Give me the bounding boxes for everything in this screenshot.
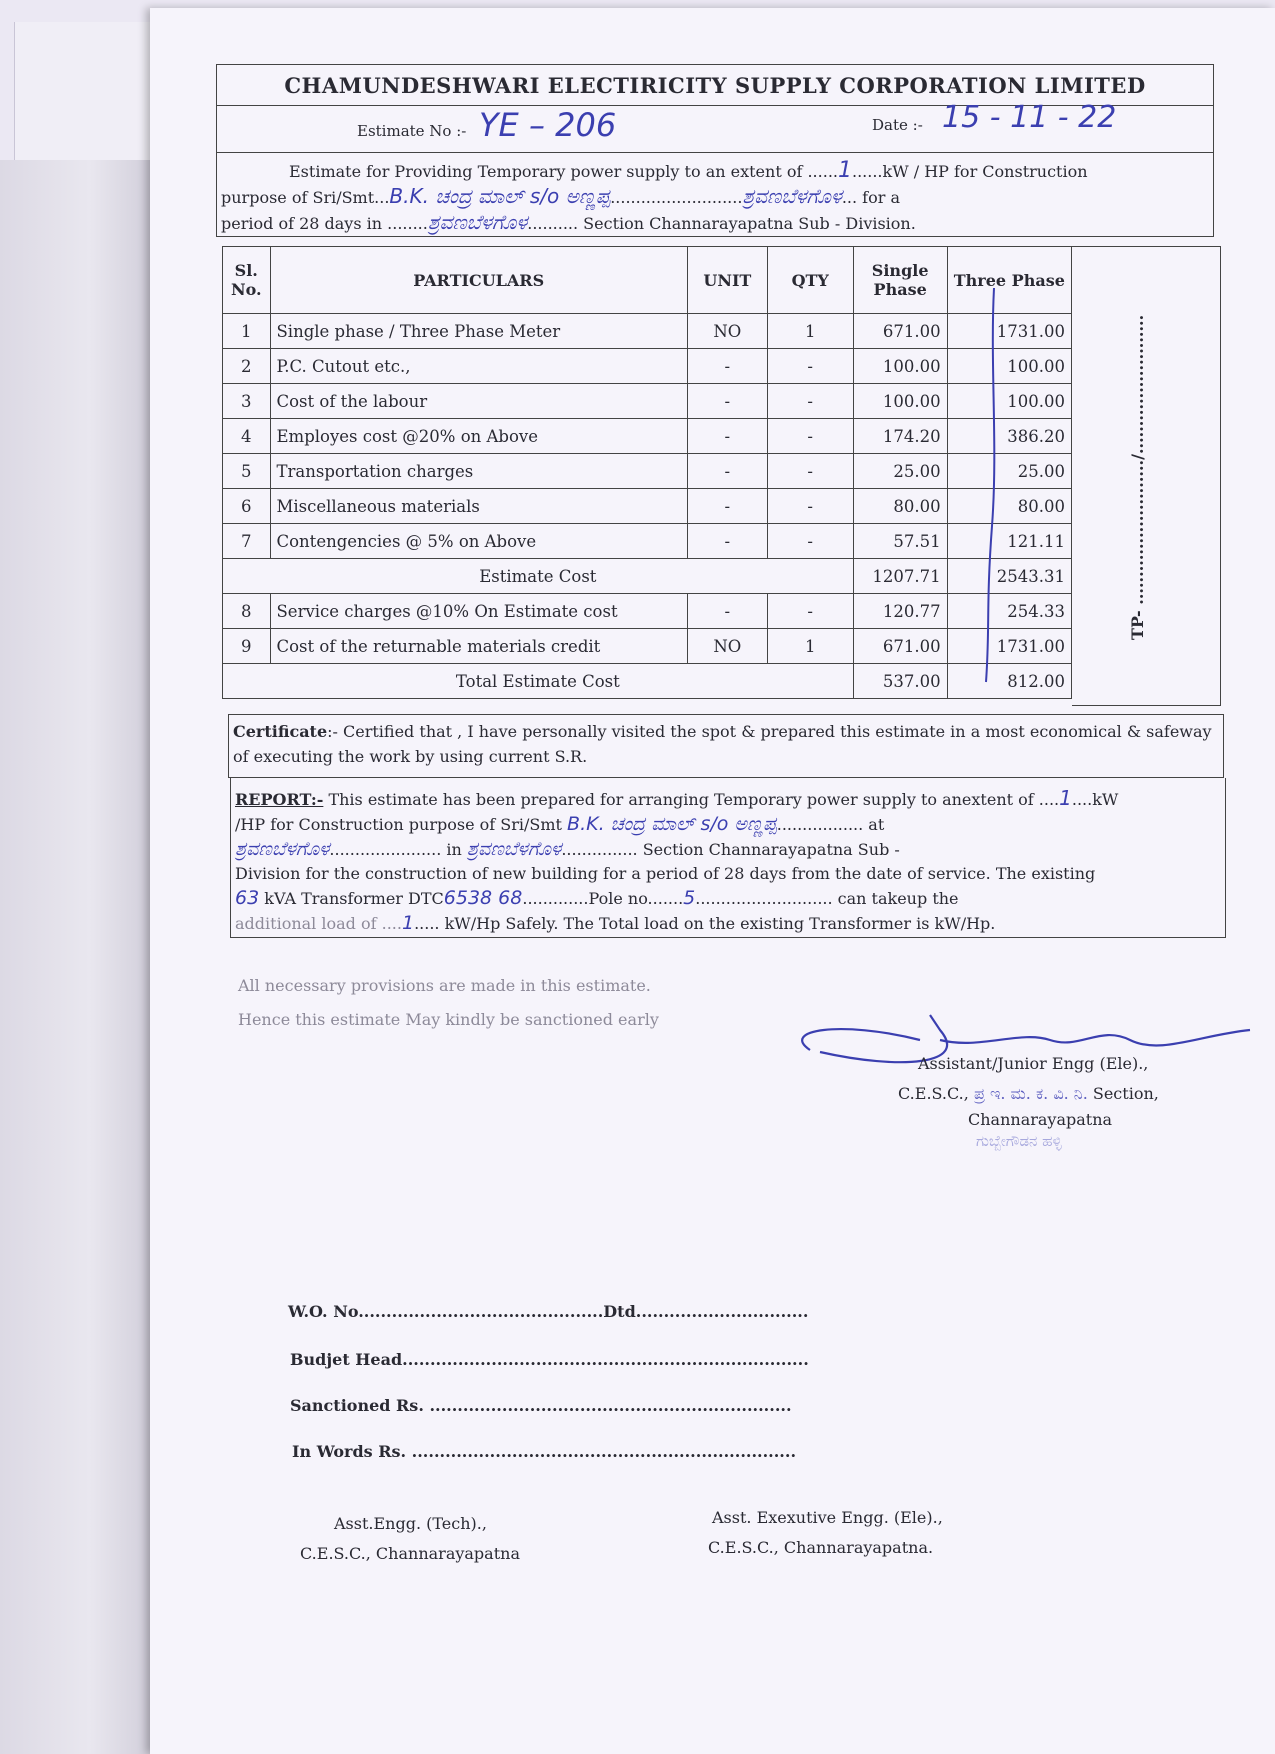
estimate-table	[222, 246, 1072, 699]
cell-single: 100.00	[853, 349, 947, 384]
cell-particular: P.C. Cutout etc.,	[270, 349, 687, 384]
cell-qty: -	[767, 419, 853, 454]
estimate-no-label: Estimate No :-	[357, 122, 467, 140]
estimate-no-value: YE – 206	[479, 106, 617, 144]
intro-line1a: Estimate for Providing Temporary power supply to an extent of ......	[289, 162, 838, 181]
footer-left-office: C.E.S.C., Channarayapatna	[300, 1544, 520, 1563]
table-header-row	[223, 247, 1072, 314]
intro-line3b: .......... Section Channarayapatna Sub - Division.	[527, 214, 916, 233]
table-row	[223, 314, 1072, 349]
col-three-phase: Three Phase	[947, 247, 1071, 314]
report-line5b: .............Pole no.......	[522, 889, 684, 908]
cell-qty: -	[767, 489, 853, 524]
cell-particular: Service charges @10% On Estimate cost	[270, 594, 687, 629]
cell-single: 174.20	[853, 419, 947, 454]
estimate-cost-single: 1207.71	[853, 559, 947, 594]
wo-number: W.O. No............................................Dtd...............................	[288, 1302, 809, 1321]
cell-particular: Employes cost @20% on Above	[270, 419, 687, 454]
cell-qty: -	[767, 524, 853, 559]
cell-qty: -	[767, 594, 853, 629]
sanctioned-rs: Sanctioned Rs. .................................................................	[290, 1396, 792, 1415]
signature-line2: C.E.S.C., ಪ್ರ ಇ. ಮ. ಕ. ವಿ. ನಿ. Section,	[898, 1084, 1159, 1103]
date-label: Date :-	[872, 116, 923, 134]
total-label: Total Estimate Cost	[223, 664, 854, 699]
table-row	[223, 594, 1072, 629]
cell-three: 80.00	[947, 489, 1071, 524]
estimate-row	[216, 100, 1214, 153]
budget-head: Budjet Head.........................................................................	[290, 1350, 809, 1369]
report-line6a: additional load of ....	[235, 914, 402, 933]
signature-line1: Assistant/Junior Engg (Ele).,	[918, 1054, 1149, 1073]
signature-scribble	[780, 1010, 1260, 1090]
report-place: ಶ್ರವಣಬೆಳಗೊಳ	[235, 838, 330, 860]
document-title: CHAMUNDESHWARI ELECTIRICITY SUPPLY CORPORATION LIMITED	[216, 64, 1214, 106]
certificate-block	[228, 714, 1224, 778]
intro-name: B.K. ಚಂದ್ರ ಮಾಲ್ s/o ಅಣ್ಣಪ್ಪ	[389, 184, 611, 208]
table-row	[223, 629, 1072, 664]
handwritten-strike-line	[980, 286, 1010, 686]
report-extent: 1	[1059, 786, 1072, 810]
total-three: 812.00	[947, 664, 1071, 699]
cell-qty: -	[767, 349, 853, 384]
cell-qty: 1	[767, 314, 853, 349]
certificate-text: :- Certified that , I have personally visited the spot & prepared this estimate in a most economical & safeway of executing the work by using current S.R.	[233, 722, 1212, 766]
cell-three: 100.00	[947, 384, 1071, 419]
report-line3-mid: ...................... in	[329, 840, 467, 859]
cell-three: 1731.00	[947, 314, 1071, 349]
report-line6b: ..... kW/Hp Safely. The Total load on the existing Transformer is kW/Hp.	[414, 914, 996, 933]
cell-unit: NO	[687, 314, 767, 349]
intro-extent: 1	[837, 158, 852, 183]
cell-particular: Miscellaneous materials	[270, 489, 687, 524]
cell-sl: 8	[223, 594, 271, 629]
cell-single: 57.51	[853, 524, 947, 559]
report-dtc: 6538 68	[443, 887, 523, 909]
cell-unit: -	[687, 489, 767, 524]
cell-sl: 7	[223, 524, 271, 559]
footer-right-title: Asst. Exexutive Engg. (Ele).,	[712, 1508, 943, 1527]
cell-particular: Cost of the labour	[270, 384, 687, 419]
cell-three: 1731.00	[947, 629, 1071, 664]
report-line2-end: ... at	[847, 815, 885, 834]
report-place-2: ಶ್ರವಣಬೆಳಗೊಳ	[466, 838, 562, 860]
cell-three: 25.00	[947, 454, 1071, 489]
intro-text: Estimate for Providing Temporary power supply to an extent of ......1......kW / HP for Construction purpose of Sri/Smt...B.K. ಚಂದ್ರ ಮಾಲ್ s/o ಅಣ್ಣಪ್ಪ..........................ಶ್ರವಣಬೆಳಗೊಳ... for a period of 28 days in ........ಶ್ರವಣಬೆಳಗೊಳ.......... Section Channarayapatna Sub - Division.	[216, 152, 1214, 237]
col-unit: UNIT	[687, 247, 767, 314]
col-slno: Sl. No.	[223, 247, 271, 314]
estimate-cost-label: Estimate Cost	[223, 559, 854, 594]
cell-sl: 6	[223, 489, 271, 524]
estimate-cost-three: 2543.31	[947, 559, 1071, 594]
cell-sl: 1	[223, 314, 271, 349]
report-line5c: ........................... can takeup the	[695, 889, 959, 908]
cell-sl: 3	[223, 384, 271, 419]
estimate-cost-row	[223, 559, 1072, 594]
cell-single: 100.00	[853, 384, 947, 419]
intro-line3a: period of 28 days in ........	[221, 214, 428, 233]
table-row	[223, 454, 1072, 489]
cell-single: 671.00	[853, 314, 947, 349]
cell-unit: -	[687, 384, 767, 419]
report-line1: This estimate has been prepared for arranging Temporary power supply to anextent of ....	[323, 790, 1060, 809]
footer-left-title: Asst.Engg. (Tech).,	[334, 1514, 487, 1533]
in-words-rs: In Words Rs. .....................................................................	[292, 1442, 797, 1461]
report-line1-end: ....kW	[1071, 790, 1119, 809]
cell-sl: 5	[223, 454, 271, 489]
cell-particular: Cost of the returnable materials credit	[270, 629, 687, 664]
cell-unit: -	[687, 349, 767, 384]
cell-qty: -	[767, 454, 853, 489]
col-particulars: PARTICULARS	[270, 247, 687, 314]
cell-qty: 1	[767, 629, 853, 664]
table-row	[223, 384, 1072, 419]
report-name: B.K. ಚಂದ್ರ ಮಾಲ್ s/o ಅಣ್ಣಪ್ಪ	[567, 813, 777, 835]
cell-sl: 9	[223, 629, 271, 664]
page-edge-strip	[0, 160, 150, 1754]
cell-sl: 2	[223, 349, 271, 384]
closing-line1: All necessary provisions are made in this estimate.	[238, 976, 651, 995]
cell-three: 254.33	[947, 594, 1071, 629]
cell-three: 386.20	[947, 419, 1071, 454]
cell-unit: -	[687, 594, 767, 629]
stamp-text: ಗುಬ್ಬೇಗೌಡನ ಹಳ್ಳಿ	[976, 1132, 1062, 1150]
certificate-heading: Certificate	[233, 722, 328, 741]
report-line2: /HP for Construction purpose of Sri/Smt	[235, 815, 568, 834]
report-line4: Division for the construction of new building for a period of 28 days from the date of service. The existing	[235, 864, 1096, 883]
signature-line3: Channarayapatna	[968, 1110, 1113, 1129]
cell-particular: Transportation charges	[270, 454, 687, 489]
intro-line1b: ......kW / HP for Construction	[851, 162, 1088, 181]
report-line5a: kVA Transformer DTC	[259, 889, 444, 908]
cell-single: 671.00	[853, 629, 947, 664]
col-qty: QTY	[767, 247, 853, 314]
cell-single: 80.00	[853, 489, 947, 524]
col-single-phase: Single Phase	[853, 247, 947, 314]
cell-three: 100.00	[947, 349, 1071, 384]
tp-label: TP- ........................../.........................	[1128, 314, 1147, 640]
cell-particular: Contengencies @ 5% on Above	[270, 524, 687, 559]
cell-unit: -	[687, 454, 767, 489]
cell-unit: -	[687, 419, 767, 454]
intro-line2b: ... for a	[841, 188, 900, 207]
total-single: 537.00	[853, 664, 947, 699]
closing-line2: Hence this estimate May kindly be sanctioned early	[238, 1010, 659, 1029]
cell-sl: 4	[223, 419, 271, 454]
report-line3-end: ............... Section Channarayapatna Sub -	[561, 840, 900, 859]
cell-qty: -	[767, 384, 853, 419]
report-pole: 5	[683, 887, 696, 909]
report-kva: 63	[235, 887, 260, 909]
intro-place: ಶ್ರವಣಬೆಳಗೊಳ	[742, 184, 842, 208]
date-value: 15 - 11 - 22	[942, 100, 1117, 135]
cell-particular: Single phase / Three Phase Meter	[270, 314, 687, 349]
cell-single: 25.00	[853, 454, 947, 489]
report-heading: REPORT:-	[235, 790, 324, 809]
table-row	[223, 349, 1072, 384]
report-block: REPORT:- This estimate has been prepared for arranging Temporary power supply to anextent of ....1....kW /HP for Construction purpose of Sri/Smt B.K. ಚಂದ್ರ ಮಾಲ್ s/o ಅಣ್ಣಪ್ಪ................. at ಶ್ರವಣಬೆಳಗೊಳ...................... in ಶ್ರವಣಬೆಳಗೊಳ............... Section Channarayapatna Sub - Division for the construction of new building for a period of 28 days from the date of service. The existing 63 kVA Transformer DTC6538 68.............Pole no.......5........................... can takeup the additional load of ....1..... kW/Hp Safely. The Total load on the existing Transformer is kW/Hp.	[230, 778, 1226, 938]
report-load: 1	[401, 912, 415, 934]
cell-unit: -	[687, 524, 767, 559]
footer-right-office: C.E.S.C., Channarayapatna.	[708, 1538, 934, 1557]
cell-three: 121.11	[947, 524, 1071, 559]
table-row	[223, 419, 1072, 454]
intro-place-2: ಶ್ರವಣಬೆಳಗೊಳ	[427, 210, 528, 234]
intro-line2a: purpose of Sri/Smt...	[221, 188, 390, 207]
table-row	[223, 489, 1072, 524]
cell-unit: NO	[687, 629, 767, 664]
total-row	[223, 664, 1072, 699]
table-row	[223, 524, 1072, 559]
cell-single: 120.77	[853, 594, 947, 629]
